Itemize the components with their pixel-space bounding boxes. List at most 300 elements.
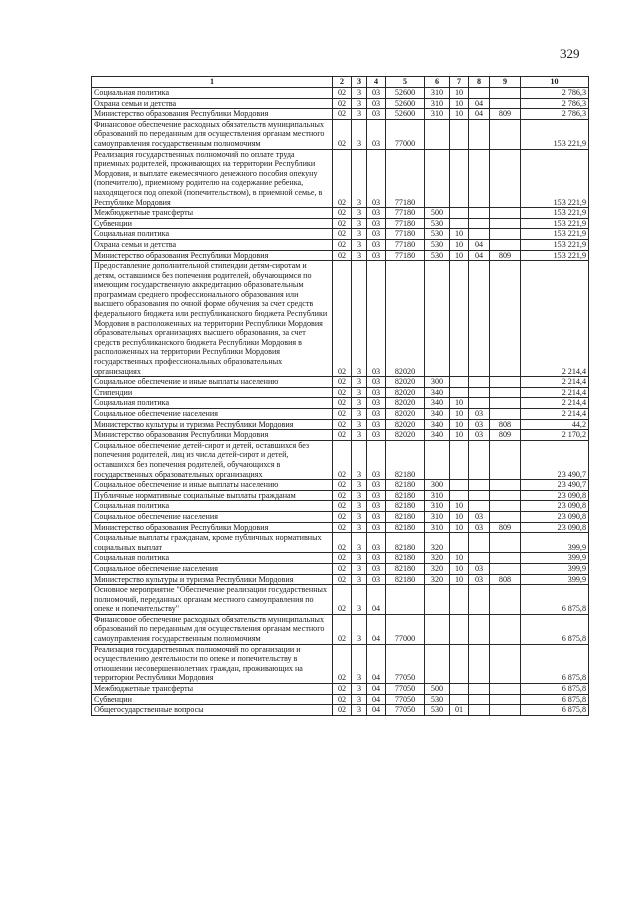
table-row	[92, 553, 589, 564]
table-row	[92, 522, 589, 533]
code-cell	[490, 239, 521, 250]
table-row	[92, 149, 589, 208]
code-cell: 77180	[386, 218, 425, 229]
code-cell: 3	[352, 409, 367, 420]
code-cell: 310	[425, 490, 450, 501]
code-cell: 04	[469, 109, 490, 120]
code-cell: 808	[490, 419, 521, 430]
row-name-cell: Основное мероприятие "Обеспечение реализации государственных полномочий, переданных органам местного самоуправления по опеке и попечительству"	[92, 585, 333, 615]
code-cell	[490, 511, 521, 522]
code-cell: 03	[367, 533, 386, 553]
code-cell: 10	[450, 522, 469, 533]
code-cell: 82020	[386, 387, 425, 398]
amount-cell: 23 090,8	[521, 511, 589, 522]
code-cell	[450, 218, 469, 229]
row-name-cell: Социальное обеспечение и иные выплаты населению	[92, 480, 333, 491]
table-row	[92, 440, 589, 479]
amount-cell: 153 221,9	[521, 250, 589, 261]
code-cell: 02	[333, 694, 352, 705]
code-cell: 10	[450, 229, 469, 240]
code-cell: 3	[352, 511, 367, 522]
budget-table-body	[92, 77, 589, 716]
code-cell	[450, 480, 469, 491]
code-cell: 3	[352, 490, 367, 501]
column-header: 6	[425, 77, 450, 88]
row-name-cell: Межбюджетные трансферты	[92, 208, 333, 219]
amount-cell: 399,9	[521, 574, 589, 585]
code-cell	[490, 398, 521, 409]
code-cell	[469, 614, 490, 644]
row-name-cell: Финансовое обеспечение расходных обязательств муниципальных образований по переданным для осуществления органам местного самоуправления государственным полномочиям	[92, 119, 333, 149]
code-cell	[450, 684, 469, 695]
amount-cell: 23 490,7	[521, 440, 589, 479]
amount-cell: 2 786,3	[521, 88, 589, 99]
code-cell	[490, 694, 521, 705]
row-name-cell: Социальная политика	[92, 553, 333, 564]
code-cell	[490, 684, 521, 695]
code-cell: 02	[333, 109, 352, 120]
table-row	[92, 119, 589, 149]
code-cell: 3	[352, 88, 367, 99]
code-cell	[425, 440, 450, 479]
code-cell	[490, 585, 521, 615]
code-cell: 02	[333, 119, 352, 149]
code-cell: 03	[367, 149, 386, 208]
code-cell: 02	[333, 387, 352, 398]
code-cell: 02	[333, 511, 352, 522]
code-cell: 02	[333, 522, 352, 533]
column-header: 8	[469, 77, 490, 88]
row-name-cell: Социальные выплаты гражданам, кроме публичных нормативных социальных выплат	[92, 533, 333, 553]
code-cell: 10	[450, 398, 469, 409]
code-cell: 340	[425, 419, 450, 430]
code-cell: 3	[352, 398, 367, 409]
code-cell: 10	[450, 430, 469, 441]
code-cell: 3	[352, 480, 367, 491]
code-cell: 03	[367, 419, 386, 430]
code-cell	[469, 377, 490, 388]
amount-cell: 2 786,3	[521, 109, 589, 120]
code-cell: 500	[425, 208, 450, 219]
amount-cell: 153 221,9	[521, 229, 589, 240]
code-cell: 02	[333, 440, 352, 479]
code-cell: 320	[425, 563, 450, 574]
amount-cell: 23 490,7	[521, 480, 589, 491]
code-cell: 82180	[386, 522, 425, 533]
code-cell	[386, 585, 425, 615]
code-cell: 02	[333, 490, 352, 501]
row-name-cell: Социальное обеспечение детей-сирот и детей, оставшихся без попечения родителей, лиц из числа детей-сирот и детей, оставшихся без попечения родителей, обучающихся в государственных образовательных организациях	[92, 440, 333, 479]
code-cell: 01	[450, 705, 469, 716]
row-name-cell: Министерство образования Республики Мордовия	[92, 430, 333, 441]
code-cell: 530	[425, 705, 450, 716]
row-name-cell: Министерство культуры и туризма Республики Мордовия	[92, 574, 333, 585]
code-cell: 310	[425, 511, 450, 522]
amount-cell: 2 214,4	[521, 261, 589, 377]
code-cell: 77180	[386, 239, 425, 250]
row-name-cell: Министерство культуры и туризма Республики Мордовия	[92, 419, 333, 430]
code-cell: 808	[490, 574, 521, 585]
code-cell: 3	[352, 387, 367, 398]
code-cell: 300	[425, 377, 450, 388]
code-cell: 340	[425, 430, 450, 441]
code-cell: 340	[425, 409, 450, 420]
code-cell: 03	[367, 430, 386, 441]
code-cell	[450, 585, 469, 615]
column-header: 4	[367, 77, 386, 88]
code-cell: 03	[469, 430, 490, 441]
code-cell: 10	[450, 553, 469, 564]
code-cell: 02	[333, 250, 352, 261]
code-cell: 03	[367, 398, 386, 409]
code-cell: 3	[352, 261, 367, 377]
code-cell	[490, 229, 521, 240]
code-cell: 3	[352, 694, 367, 705]
code-cell	[450, 208, 469, 219]
code-cell: 809	[490, 109, 521, 120]
code-cell	[490, 490, 521, 501]
code-cell	[490, 644, 521, 683]
code-cell: 340	[425, 387, 450, 398]
table-row	[92, 377, 589, 388]
table-row	[92, 208, 589, 219]
code-cell: 320	[425, 533, 450, 553]
code-cell: 530	[425, 694, 450, 705]
code-cell: 3	[352, 644, 367, 683]
code-cell: 3	[352, 705, 367, 716]
code-cell: 320	[425, 553, 450, 564]
code-cell: 04	[469, 250, 490, 261]
code-cell: 03	[367, 522, 386, 533]
code-cell: 10	[450, 574, 469, 585]
code-cell: 82180	[386, 440, 425, 479]
code-cell: 03	[469, 409, 490, 420]
table-row	[92, 684, 589, 695]
code-cell: 82180	[386, 563, 425, 574]
code-cell	[450, 261, 469, 377]
code-cell	[490, 377, 521, 388]
amount-cell: 6 875,8	[521, 614, 589, 644]
table-row	[92, 261, 589, 377]
code-cell: 3	[352, 585, 367, 615]
code-cell: 10	[450, 419, 469, 430]
table-row	[92, 533, 589, 553]
code-cell	[450, 694, 469, 705]
code-cell	[425, 614, 450, 644]
code-cell: 809	[490, 522, 521, 533]
row-name-cell: Предоставление дополнительной стипендии детям-сиротам и детям, оставшимся без попечения родителей, обучающимся по имеющим государственную аккредитацию образовательным программам среднего профессионального образования или высшего образования по очной форме обучения за счет средств федерального бюджета или республиканского бюджета Республики Мордовия в расположенных на территории Республики Мордовия образовательных организациях высшего образования, за счет средств республиканского бюджета Республики Мордовия в расположенных на территории Республики Мордовия государственных профессиональных образовательных организациях	[92, 261, 333, 377]
row-name-cell: Реализация государственных полномочий по оплате труда приемных родителей, проживающих на территории Республики Мордовия, и выплате ежемесячного денежного пособия опекуну (попечителю), приемному родителю на содержание ребенка, находящегося под опекой (попечительством), в приемной семье, в Республике Мордовия	[92, 149, 333, 208]
column-header: 9	[490, 77, 521, 88]
code-cell: 3	[352, 533, 367, 553]
code-cell: 03	[469, 511, 490, 522]
code-cell	[490, 119, 521, 149]
code-cell: 10	[450, 239, 469, 250]
code-cell	[469, 261, 490, 377]
code-cell: 03	[367, 208, 386, 219]
table-row	[92, 644, 589, 683]
row-name-cell: Публичные нормативные социальные выплаты гражданам	[92, 490, 333, 501]
table-row	[92, 563, 589, 574]
code-cell: 3	[352, 250, 367, 261]
code-cell: 82180	[386, 501, 425, 512]
row-name-cell: Охрана семьи и детства	[92, 239, 333, 250]
column-header: 3	[352, 77, 367, 88]
code-cell: 10	[450, 109, 469, 120]
code-cell	[425, 585, 450, 615]
code-cell: 03	[367, 387, 386, 398]
code-cell: 82180	[386, 480, 425, 491]
code-cell: 02	[333, 644, 352, 683]
code-cell	[469, 553, 490, 564]
row-name-cell: Стипендии	[92, 387, 333, 398]
code-cell	[490, 705, 521, 716]
code-cell	[425, 149, 450, 208]
row-name-cell: Социальное обеспечение населения	[92, 409, 333, 420]
code-cell: 3	[352, 563, 367, 574]
budget-table	[91, 76, 589, 716]
code-cell: 03	[469, 574, 490, 585]
code-cell: 77180	[386, 149, 425, 208]
code-cell: 04	[367, 644, 386, 683]
code-cell: 02	[333, 430, 352, 441]
table-row	[92, 109, 589, 120]
code-cell: 77050	[386, 684, 425, 695]
code-cell: 03	[367, 261, 386, 377]
amount-cell: 6 875,8	[521, 585, 589, 615]
code-cell: 500	[425, 684, 450, 695]
code-cell: 02	[333, 614, 352, 644]
code-cell: 3	[352, 574, 367, 585]
code-cell: 03	[367, 377, 386, 388]
table-row	[92, 419, 589, 430]
code-cell	[490, 553, 521, 564]
code-cell: 530	[425, 229, 450, 240]
code-cell: 03	[367, 239, 386, 250]
code-cell	[469, 218, 490, 229]
code-cell: 04	[469, 239, 490, 250]
code-cell	[469, 387, 490, 398]
table-row	[92, 614, 589, 644]
code-cell: 52600	[386, 109, 425, 120]
code-cell: 82020	[386, 419, 425, 430]
table-row	[92, 218, 589, 229]
code-cell: 10	[450, 501, 469, 512]
row-name-cell: Реализация государственных полномочий по организации и осуществлению деятельности по опеке и попечительству в отношении несовершеннолетних граждан, проживающих на территории Республики Мордовия	[92, 644, 333, 683]
table-row	[92, 490, 589, 501]
row-name-cell: Субвенции	[92, 694, 333, 705]
code-cell: 03	[367, 229, 386, 240]
code-cell: 530	[425, 218, 450, 229]
code-cell: 52600	[386, 98, 425, 109]
code-cell	[490, 501, 521, 512]
code-cell: 03	[469, 522, 490, 533]
code-cell	[425, 119, 450, 149]
row-name-cell: Охрана семьи и детства	[92, 98, 333, 109]
code-cell: 310	[425, 98, 450, 109]
code-cell: 310	[425, 501, 450, 512]
code-cell: 809	[490, 250, 521, 261]
code-cell: 3	[352, 430, 367, 441]
code-cell: 82180	[386, 553, 425, 564]
code-cell	[490, 440, 521, 479]
code-cell: 02	[333, 684, 352, 695]
code-cell: 03	[367, 409, 386, 420]
table-row	[92, 585, 589, 615]
code-cell	[450, 119, 469, 149]
code-cell: 04	[367, 705, 386, 716]
column-header: 1	[92, 77, 333, 88]
code-cell: 809	[490, 430, 521, 441]
code-cell: 02	[333, 88, 352, 99]
code-cell	[490, 149, 521, 208]
code-cell	[450, 644, 469, 683]
code-cell: 3	[352, 377, 367, 388]
code-cell	[469, 149, 490, 208]
amount-cell: 2 214,4	[521, 409, 589, 420]
code-cell	[450, 440, 469, 479]
code-cell: 02	[333, 377, 352, 388]
code-cell: 82020	[386, 377, 425, 388]
code-cell: 3	[352, 119, 367, 149]
code-cell: 03	[367, 109, 386, 120]
table-row	[92, 239, 589, 250]
code-cell: 02	[333, 261, 352, 377]
code-cell	[469, 705, 490, 716]
amount-cell: 2 170,2	[521, 430, 589, 441]
code-cell: 3	[352, 109, 367, 120]
code-cell: 52600	[386, 88, 425, 99]
code-cell	[450, 614, 469, 644]
code-cell	[490, 533, 521, 553]
code-cell: 02	[333, 229, 352, 240]
code-cell	[490, 208, 521, 219]
row-name-cell: Субвенции	[92, 218, 333, 229]
code-cell	[469, 533, 490, 553]
table-row	[92, 387, 589, 398]
code-cell: 3	[352, 419, 367, 430]
code-cell: 03	[469, 419, 490, 430]
code-cell: 02	[333, 218, 352, 229]
table-row	[92, 409, 589, 420]
code-cell: 03	[367, 490, 386, 501]
code-cell: 82020	[386, 430, 425, 441]
code-cell: 03	[367, 563, 386, 574]
code-cell: 02	[333, 239, 352, 250]
code-cell: 04	[367, 694, 386, 705]
row-name-cell: Министерство образования Республики Мордовия	[92, 109, 333, 120]
table-row	[92, 694, 589, 705]
code-cell: 82180	[386, 511, 425, 522]
code-cell	[450, 377, 469, 388]
table-row	[92, 250, 589, 261]
amount-cell: 23 090,8	[521, 490, 589, 501]
code-cell	[425, 644, 450, 683]
code-cell: 10	[450, 250, 469, 261]
table-row	[92, 430, 589, 441]
code-cell	[469, 644, 490, 683]
page-number: 329	[560, 46, 580, 61]
code-cell: 310	[425, 88, 450, 99]
code-cell: 3	[352, 229, 367, 240]
code-cell: 82180	[386, 490, 425, 501]
amount-cell: 23 090,8	[521, 522, 589, 533]
amount-cell: 399,9	[521, 533, 589, 553]
code-cell: 02	[333, 553, 352, 564]
code-cell: 03	[367, 218, 386, 229]
code-cell	[469, 585, 490, 615]
code-cell: 3	[352, 239, 367, 250]
code-cell: 3	[352, 218, 367, 229]
code-cell: 04	[469, 98, 490, 109]
code-cell: 03	[367, 501, 386, 512]
row-name-cell: Социальная политика	[92, 398, 333, 409]
amount-cell: 399,9	[521, 563, 589, 574]
code-cell	[490, 261, 521, 377]
amount-cell: 2 214,4	[521, 398, 589, 409]
code-cell: 04	[367, 684, 386, 695]
column-header: 5	[386, 77, 425, 88]
code-cell: 02	[333, 419, 352, 430]
table-row	[92, 480, 589, 491]
code-cell	[490, 98, 521, 109]
amount-cell: 2 214,4	[521, 387, 589, 398]
row-name-cell: Финансовое обеспечение расходных обязательств муниципальных образований по переданным для осуществления органам местного самоуправления государственным полномочиям	[92, 614, 333, 644]
code-cell: 04	[367, 614, 386, 644]
code-cell: 02	[333, 409, 352, 420]
code-cell: 77050	[386, 694, 425, 705]
code-cell	[469, 480, 490, 491]
code-cell	[469, 208, 490, 219]
code-cell: 3	[352, 98, 367, 109]
code-cell: 77180	[386, 250, 425, 261]
code-cell	[469, 684, 490, 695]
amount-cell: 44,2	[521, 419, 589, 430]
code-cell	[469, 440, 490, 479]
amount-cell: 2 214,4	[521, 377, 589, 388]
amount-cell: 6 875,8	[521, 694, 589, 705]
code-cell: 03	[367, 98, 386, 109]
code-cell: 77180	[386, 229, 425, 240]
code-cell: 530	[425, 239, 450, 250]
column-header: 10	[521, 77, 589, 88]
amount-cell: 153 221,9	[521, 208, 589, 219]
column-header: 7	[450, 77, 469, 88]
code-cell: 03	[367, 88, 386, 99]
amount-cell: 6 875,8	[521, 684, 589, 695]
code-cell: 3	[352, 149, 367, 208]
row-name-cell: Межбюджетные трансферты	[92, 684, 333, 695]
code-cell: 10	[450, 409, 469, 420]
code-cell	[490, 387, 521, 398]
code-cell: 02	[333, 208, 352, 219]
code-cell: 02	[333, 149, 352, 208]
code-cell: 82020	[386, 261, 425, 377]
code-cell	[490, 409, 521, 420]
code-cell: 02	[333, 501, 352, 512]
code-cell: 320	[425, 574, 450, 585]
code-cell: 10	[450, 511, 469, 522]
table-row	[92, 511, 589, 522]
row-name-cell: Социальная политика	[92, 501, 333, 512]
amount-cell: 153 221,9	[521, 239, 589, 250]
code-cell: 3	[352, 522, 367, 533]
code-cell: 02	[333, 98, 352, 109]
row-name-cell: Министерство образования Республики Мордовия	[92, 522, 333, 533]
table-row	[92, 501, 589, 512]
amount-cell: 2 786,3	[521, 98, 589, 109]
code-cell	[490, 218, 521, 229]
